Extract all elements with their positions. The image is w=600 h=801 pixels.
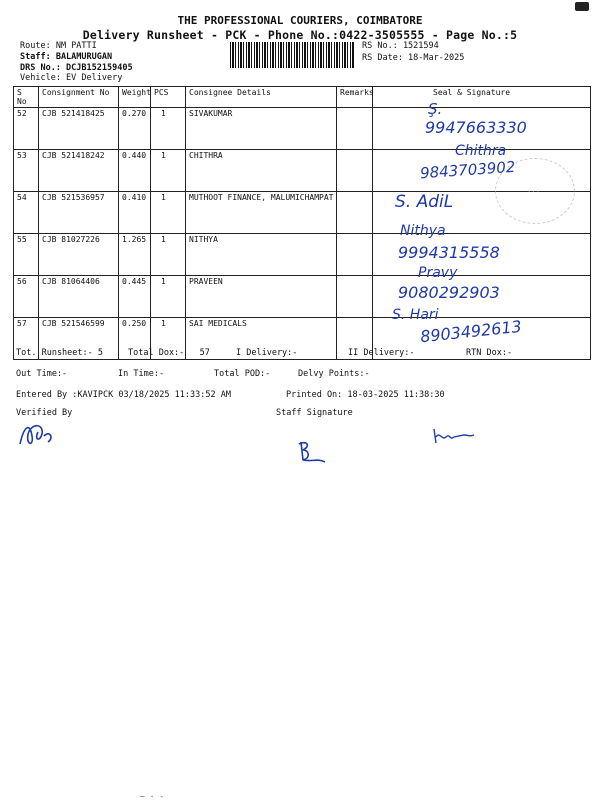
sno: 52 — [14, 108, 39, 150]
delvy-points: Delvy Points:- — [298, 369, 370, 379]
staff-signature-2 — [430, 425, 480, 447]
staff: Staff: BALAMURUGAN — [20, 52, 113, 62]
consignment-no: CJB 521546599 — [39, 318, 119, 360]
rs-no: RS No.: 1521594 — [362, 41, 439, 51]
consignment-no: CJB 521418242 — [39, 150, 119, 192]
col-signature: Seal & Signature — [373, 87, 591, 108]
ii-delivery: II Delivery:- — [348, 348, 415, 358]
in-time: In Time:- — [118, 369, 165, 379]
pcs: 1 — [151, 276, 186, 318]
col-weight: Weight — [119, 87, 151, 108]
handwritten-phone: 9843703902 — [419, 157, 516, 183]
handwritten-initials: Chithra — [455, 143, 507, 159]
sno: 54 — [14, 192, 39, 234]
col-consignment: Consignment No — [39, 87, 119, 108]
pcs: 1 — [151, 234, 186, 276]
verifier-signature — [14, 416, 74, 452]
verified-by-label: Verified By — [16, 408, 73, 418]
handwritten-signature: S. AdiL — [395, 192, 454, 212]
rtn-dox: RTN Dox:- — [466, 348, 513, 358]
handwritten-initials: Nithya — [400, 223, 446, 239]
weight: 0.270 — [119, 108, 151, 150]
handwritten-initials: S. Hari — [392, 307, 439, 323]
consignment-no: CJB 521418425 — [39, 108, 119, 150]
handwritten-phone: 9080292903 — [398, 283, 500, 302]
weight: 0.250 — [119, 318, 151, 360]
rs-date: RS Date: 18-Mar-2025 — [362, 53, 465, 63]
weight: 0.410 — [119, 192, 151, 234]
handwritten-phone: 8903492613 — [419, 316, 523, 347]
company-name: THE PROFESSIONAL COURIERS, COIMBATORE — [177, 14, 423, 27]
runsheet-title: Delivery Runsheet - PCK - Phone No.:0422-3505555 - Page No.:5 — [82, 28, 518, 42]
consignee: SIVAKUMAR — [186, 108, 337, 150]
col-remarks: Remarks — [337, 87, 373, 108]
weight: 1.265 — [119, 234, 151, 276]
table-row — [14, 234, 591, 276]
sno: 56 — [14, 276, 39, 318]
handwritten-phone: 9994315558 — [398, 243, 500, 262]
handwritten-phone: 9947663330 — [425, 118, 527, 137]
total-dox: Total Dox:- 57 — [128, 348, 210, 358]
consignee: NITHYA — [186, 234, 337, 276]
seal-stamp-text: · · · — [528, 188, 540, 196]
remarks — [337, 108, 373, 150]
entered-by: Entered By :KAVIPCK 03/18/2025 11:33:52 AM — [16, 390, 231, 400]
consignee: CHITHRA — [186, 150, 337, 192]
handwritten-initials: Ş. — [428, 100, 443, 118]
route: Route: NM PATTI — [20, 41, 97, 51]
sno: 57 — [14, 318, 39, 360]
col-pcs: PCS — [151, 87, 186, 108]
weight: 0.440 — [119, 150, 151, 192]
barcode — [230, 42, 354, 68]
scan-speck: ~ · - — [140, 792, 165, 801]
consignment-no: CJB 81027226 — [39, 234, 119, 276]
consignee: PRAVEEN — [186, 276, 337, 318]
staff-signature-label: Staff Signature — [276, 408, 353, 418]
pcs: 1 — [151, 108, 186, 150]
sno: 55 — [14, 234, 39, 276]
pcs: 1 — [151, 192, 186, 234]
remarks — [337, 234, 373, 276]
remarks — [337, 276, 373, 318]
total-pod: Total POD:- — [214, 369, 271, 379]
table-row — [14, 276, 591, 318]
handwritten-initials: Pravy — [418, 265, 458, 281]
consignment-no: CJB 81064406 — [39, 276, 119, 318]
remarks — [337, 150, 373, 192]
remarks — [337, 192, 373, 234]
consignment-no: CJB 521536957 — [39, 192, 119, 234]
pcs: 1 — [151, 318, 186, 360]
printed-on: Printed On: 18-03-2025 11:38:30 — [286, 390, 445, 400]
table-header-row — [14, 87, 591, 108]
tot-runsheet: Tot. Runsheet:- 5 — [16, 348, 103, 358]
out-time: Out Time:- — [16, 369, 68, 379]
consignee: SAI MEDICALS — [186, 318, 337, 360]
sno: 53 — [14, 150, 39, 192]
weight: 0.445 — [119, 276, 151, 318]
drs-no: DRS No.: DCJB152159405 — [20, 63, 133, 73]
staff-signature — [295, 436, 335, 468]
consignee: MUTHOOT FINANCE, MALUMICHAMPAT — [186, 192, 337, 234]
corner-mark — [575, 2, 589, 11]
col-sno: S No — [14, 87, 39, 108]
pcs: 1 — [151, 150, 186, 192]
col-consignee: Consignee Details — [186, 87, 337, 108]
i-delivery: I Delivery:- — [236, 348, 298, 358]
vehicle: Vehicle: EV Delivery — [20, 73, 123, 83]
